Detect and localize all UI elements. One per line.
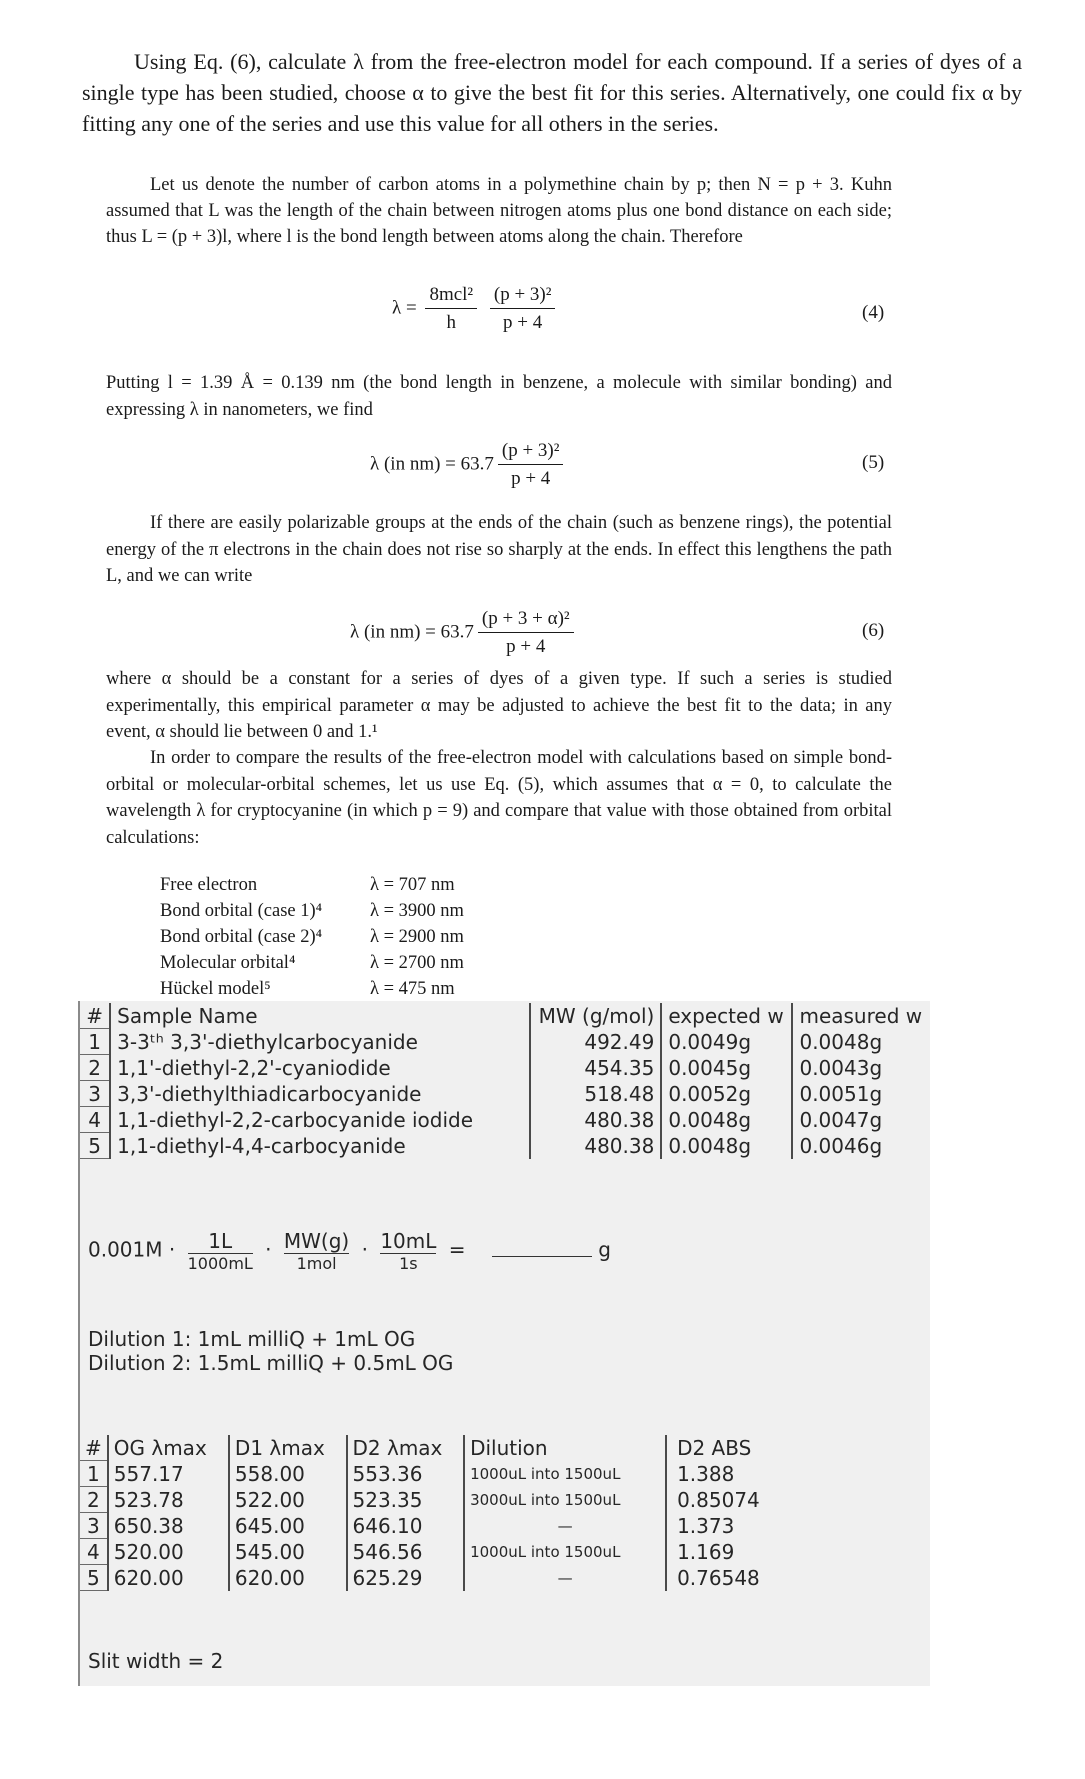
handwritten-notebook (78, 1001, 930, 1686)
slit-width-note: Slit width = 2 (88, 1649, 224, 1673)
equation-4 (392, 284, 559, 334)
paragraph-putting: Putting l = 1.39 Å = 0.139 nm (the bond length in benzene, a molecule with similar bonding) and expressing λ in nanometers, we find (106, 373, 892, 420)
dilution-2-note: Dilution 2: 1.5mL milliQ + 0.5mL OG (88, 1351, 454, 1375)
calc-fraction-2: MW(g) 1mol (283, 1229, 350, 1273)
equation-5 (370, 440, 567, 490)
table-row: 4 520.00 545.00 546.56 1000uL into 1500uL 1.169 (80, 1539, 780, 1565)
paragraph-polarizable: If there are easily polarizable groups at the ends of the chain (such as benzene rings), the potential energy of the π electrons in the chain does not rise so sharply at the ends. In effect this lengthens the path L, and we can write (106, 513, 892, 586)
table-row: 1 557.17 558.00 553.36 1000uL into 1500uL 1.388 (80, 1461, 780, 1487)
model-results-list (160, 872, 464, 1002)
calc-fraction-3: 10mL 1s (380, 1229, 437, 1273)
equation-6 (350, 608, 578, 658)
paragraph-compare: In order to compare the results of the free-electron model with calculations based on simple bond-orbital or molecular-orbital schemes, let us use Eq. (5), which assumes that α = 0, to calculate the wavelength λ for cryptocyanine (in which p = 9) and compare that value with those obtained from orbital calculations: (106, 748, 892, 848)
result-row: Molecular orbital⁴ λ = 2700 nm (160, 953, 464, 973)
result-row: Hückel model⁵ λ = 475 nm (160, 979, 455, 999)
table-row: 3 650.38 645.00 646.10 — 1.373 (80, 1513, 780, 1539)
table-row: 4 1,1-diethyl-2,2-carbocyanide iodide 480.38 0.0048g 0.0047g (80, 1107, 930, 1133)
equation-4-number: (4) (862, 302, 885, 323)
eq5-lhs: λ (in nm) = 63.7 (370, 453, 494, 475)
concentration-calculation: 0.001M · 1L 1000mL · MW(g) 1mol · 10mL 1s = g (88, 1229, 611, 1273)
eq4-fraction-1: $\frac{\text{8mcl²}}{h}$ (425, 284, 477, 334)
calc-blank (492, 1256, 592, 1257)
paragraph-kuhn: Let us denote the number of carbon atoms in a polymethine chain by p; then N = p + 3. Kuhn assumed that L was the length of the chain between nitrogen atoms plus one bond distance on each side; thus L = (p + 3)l, where l is the bond length between atoms along the chain. Therefore (106, 175, 892, 247)
result-row: Bond orbital (case 1)⁴ λ = 3900 nm (160, 901, 464, 921)
table-row: 5 620.00 620.00 625.29 — 0.76548 (80, 1565, 780, 1591)
table-row: 3 3,3'-diethylthiadicarbocyanide 518.48 0.0052g 0.0051g (80, 1081, 930, 1107)
result-row: Free electron λ = 707 nm (160, 875, 455, 895)
result-row: Bond orbital (case 2)⁴ λ = 2900 nm (160, 927, 464, 947)
equation-5-number: (5) (862, 452, 885, 473)
table-row: 5 1,1-diethyl-4,4-carbocyanide 480.38 0.0048g 0.0046g (80, 1133, 930, 1159)
paragraph-instruction: Using Eq. (6), calculate λ from the free-electron model for each compound. If a series of dyes of a single type has been studied, choose α to give the best fit for this series. Alternatively, one could fix α by fitting any one of the series and use this value for all others in the series. (82, 49, 1022, 136)
eq6-lhs: λ (in nm) = 63.7 (350, 621, 474, 643)
table-header-row: # Sample Name MW (g/mol) expected w measured w (80, 1003, 930, 1029)
table-row: 1 3-3ᵗʰ 3,3'-diethylcarbocyanide 492.49 0.0049g 0.0048g (80, 1029, 930, 1055)
dilution-1-note: Dilution 1: 1mL milliQ + 1mL OG (88, 1327, 416, 1351)
eq4-fraction-2: $\frac{\text{(p + 3)²}}{p + 4}$ (490, 284, 556, 334)
sample-table (80, 1003, 930, 1159)
absorbance-table (80, 1435, 780, 1591)
table-row: 2 523.78 522.00 523.35 3000uL into 1500uL 0.85074 (80, 1487, 780, 1513)
equation-6-number: (6) (862, 620, 885, 641)
eq4-lhs: λ = (392, 297, 417, 319)
table-row: 2 1,1'-diethyl-2,2'-cyaniodide 454.35 0.0045g 0.0043g (80, 1055, 930, 1081)
eq6-fraction: $\frac{\text{(p + 3 + α)²}}{p + 4}$ (478, 608, 574, 658)
calc-fraction-1: 1L 1000mL (187, 1229, 253, 1273)
table-header-row: # OG λmax D1 λmax D2 λmax Dilution D2 ABS (80, 1435, 780, 1461)
paragraph-alpha: where α should be a constant for a series of dyes of a given type. If such a series is studied experimentally, this empirical parameter α may be adjusted to achieve the best fit to the data; in any event, α should lie between 0 and 1.¹ (106, 669, 892, 742)
eq5-fraction: $\frac{\text{(p + 3)²}}{p + 4}$ (498, 440, 564, 490)
